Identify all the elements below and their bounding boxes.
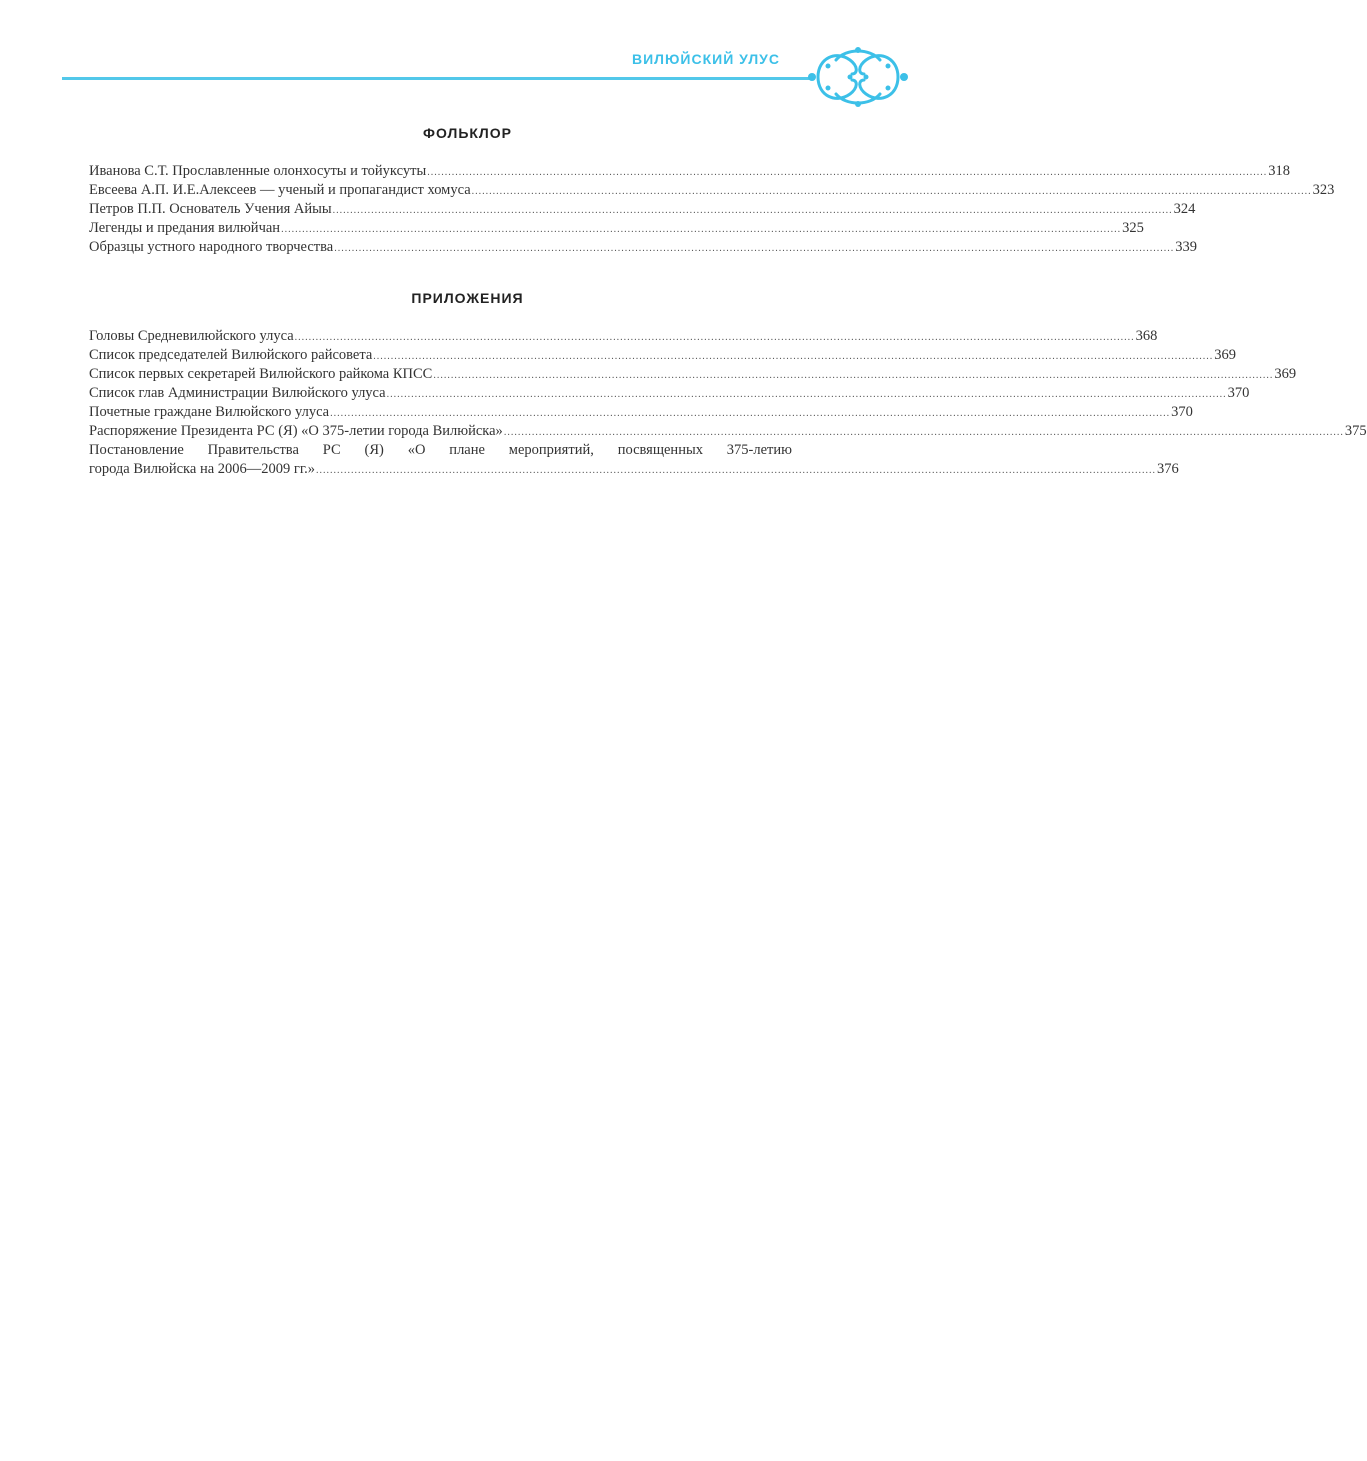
running-head: ВИЛЮЙСКИЙ УЛУС bbox=[632, 51, 780, 67]
toc-list-appendix bbox=[89, 327, 1367, 479]
toc-entry[interactable] bbox=[89, 181, 1335, 200]
toc-entry[interactable] bbox=[89, 219, 1144, 238]
toc-entry-title: Постановление Правительства РС (Я) «О плане мероприятий, посвященных 375-летию bbox=[89, 442, 792, 458]
leader-dots: ................................................................................................................................................................................................................................................ bbox=[281, 224, 1122, 235]
toc-entry-title: Головы Средневилюйского улуса bbox=[89, 328, 294, 344]
toc-page-number: 369 bbox=[1274, 366, 1297, 382]
toc-page-number: 375 bbox=[1344, 423, 1367, 439]
toc-entry-title: Образцы устного народного творчества bbox=[89, 239, 334, 255]
toc-entry-title: Список первых секретарей Вилюйского райкома КПСС bbox=[89, 366, 433, 382]
leader-dots: ................................................................................................................................................................................................................................................ bbox=[334, 243, 1175, 254]
toc-page-number: 369 bbox=[1214, 347, 1237, 363]
leader-dots: ................................................................................................................................................................................................................................................ bbox=[332, 205, 1173, 216]
toc-entry[interactable] bbox=[89, 365, 1297, 384]
toc-entry-title: Распоряжение Президента РС (Я) «О 375-летии города Вилюйска» bbox=[89, 423, 503, 439]
toc-entry-title: Список председателей Вилюйского райсовета bbox=[89, 347, 373, 363]
leader-dots: ................................................................................................................................................................................................................................................ bbox=[373, 351, 1214, 362]
header-rule bbox=[62, 77, 814, 80]
toc-entry[interactable] bbox=[89, 422, 1367, 441]
toc-entry[interactable] bbox=[89, 327, 1158, 346]
toc-page-number: 370 bbox=[1171, 404, 1193, 420]
toc-page-number: 325 bbox=[1122, 220, 1144, 236]
toc-page-number: 370 bbox=[1227, 385, 1250, 401]
toc-entry[interactable] bbox=[89, 200, 1196, 219]
toc-entry-title-continued: города Вилюйска на 2006—2009 гг.» bbox=[89, 461, 316, 477]
toc-page-number: 324 bbox=[1173, 201, 1196, 217]
toc-entry[interactable] bbox=[89, 384, 1250, 403]
toc-entry-title: Список глав Администрации Вилюйского улуса bbox=[89, 385, 386, 401]
leader-dots: ................................................................................................................................................................................................................................................ bbox=[471, 186, 1312, 197]
section-title-appendix: ПРИЛОЖЕНИЯ bbox=[411, 290, 524, 306]
leader-dots: ................................................................................................................................................................................................................................................ bbox=[503, 427, 1344, 438]
toc-entry-title: Легенды и предания вилюйчан bbox=[89, 220, 281, 236]
leader-dots: ................................................................................................................................................................................................................................................ bbox=[386, 389, 1227, 400]
toc-page-number: 318 bbox=[1268, 163, 1290, 179]
toc-entry-title: Петров П.П. Основатель Учения Айыы bbox=[89, 201, 332, 217]
toc-page-number: 339 bbox=[1175, 239, 1197, 255]
toc-page-number: 368 bbox=[1135, 328, 1158, 344]
leader-dots: ................................................................................................................................................................................................................................................ bbox=[316, 465, 1157, 476]
toc-page-number: 323 bbox=[1312, 182, 1335, 198]
toc-entry[interactable] bbox=[89, 162, 1290, 181]
toc-entry[interactable] bbox=[89, 441, 1179, 479]
leader-dots: ................................................................................................................................................................................................................................................ bbox=[294, 332, 1135, 343]
toc-entry[interactable] bbox=[89, 238, 1197, 257]
ornamental-scroll-icon bbox=[806, 44, 910, 110]
toc-entry-title: Почетные граждане Вилюйского улуса bbox=[89, 404, 330, 420]
leader-dots: ................................................................................................................................................................................................................................................ bbox=[427, 167, 1268, 178]
toc-entry-title: Евсеева А.П. И.Е.Алексеев — ученый и пропагандист хомуса bbox=[89, 182, 471, 198]
leader-dots: ................................................................................................................................................................................................................................................ bbox=[433, 370, 1274, 381]
toc-page-number: 376 bbox=[1157, 461, 1179, 477]
section-title-folklore: ФОЛЬКЛОР bbox=[423, 125, 512, 141]
leader-dots: ................................................................................................................................................................................................................................................ bbox=[330, 408, 1171, 419]
toc-entry-title: Иванова С.Т. Прославленные олонхосуты и тойуксуты bbox=[89, 163, 427, 179]
toc-list-folklore bbox=[89, 162, 1335, 257]
toc-entry[interactable] bbox=[89, 403, 1193, 422]
toc-entry[interactable] bbox=[89, 346, 1237, 365]
